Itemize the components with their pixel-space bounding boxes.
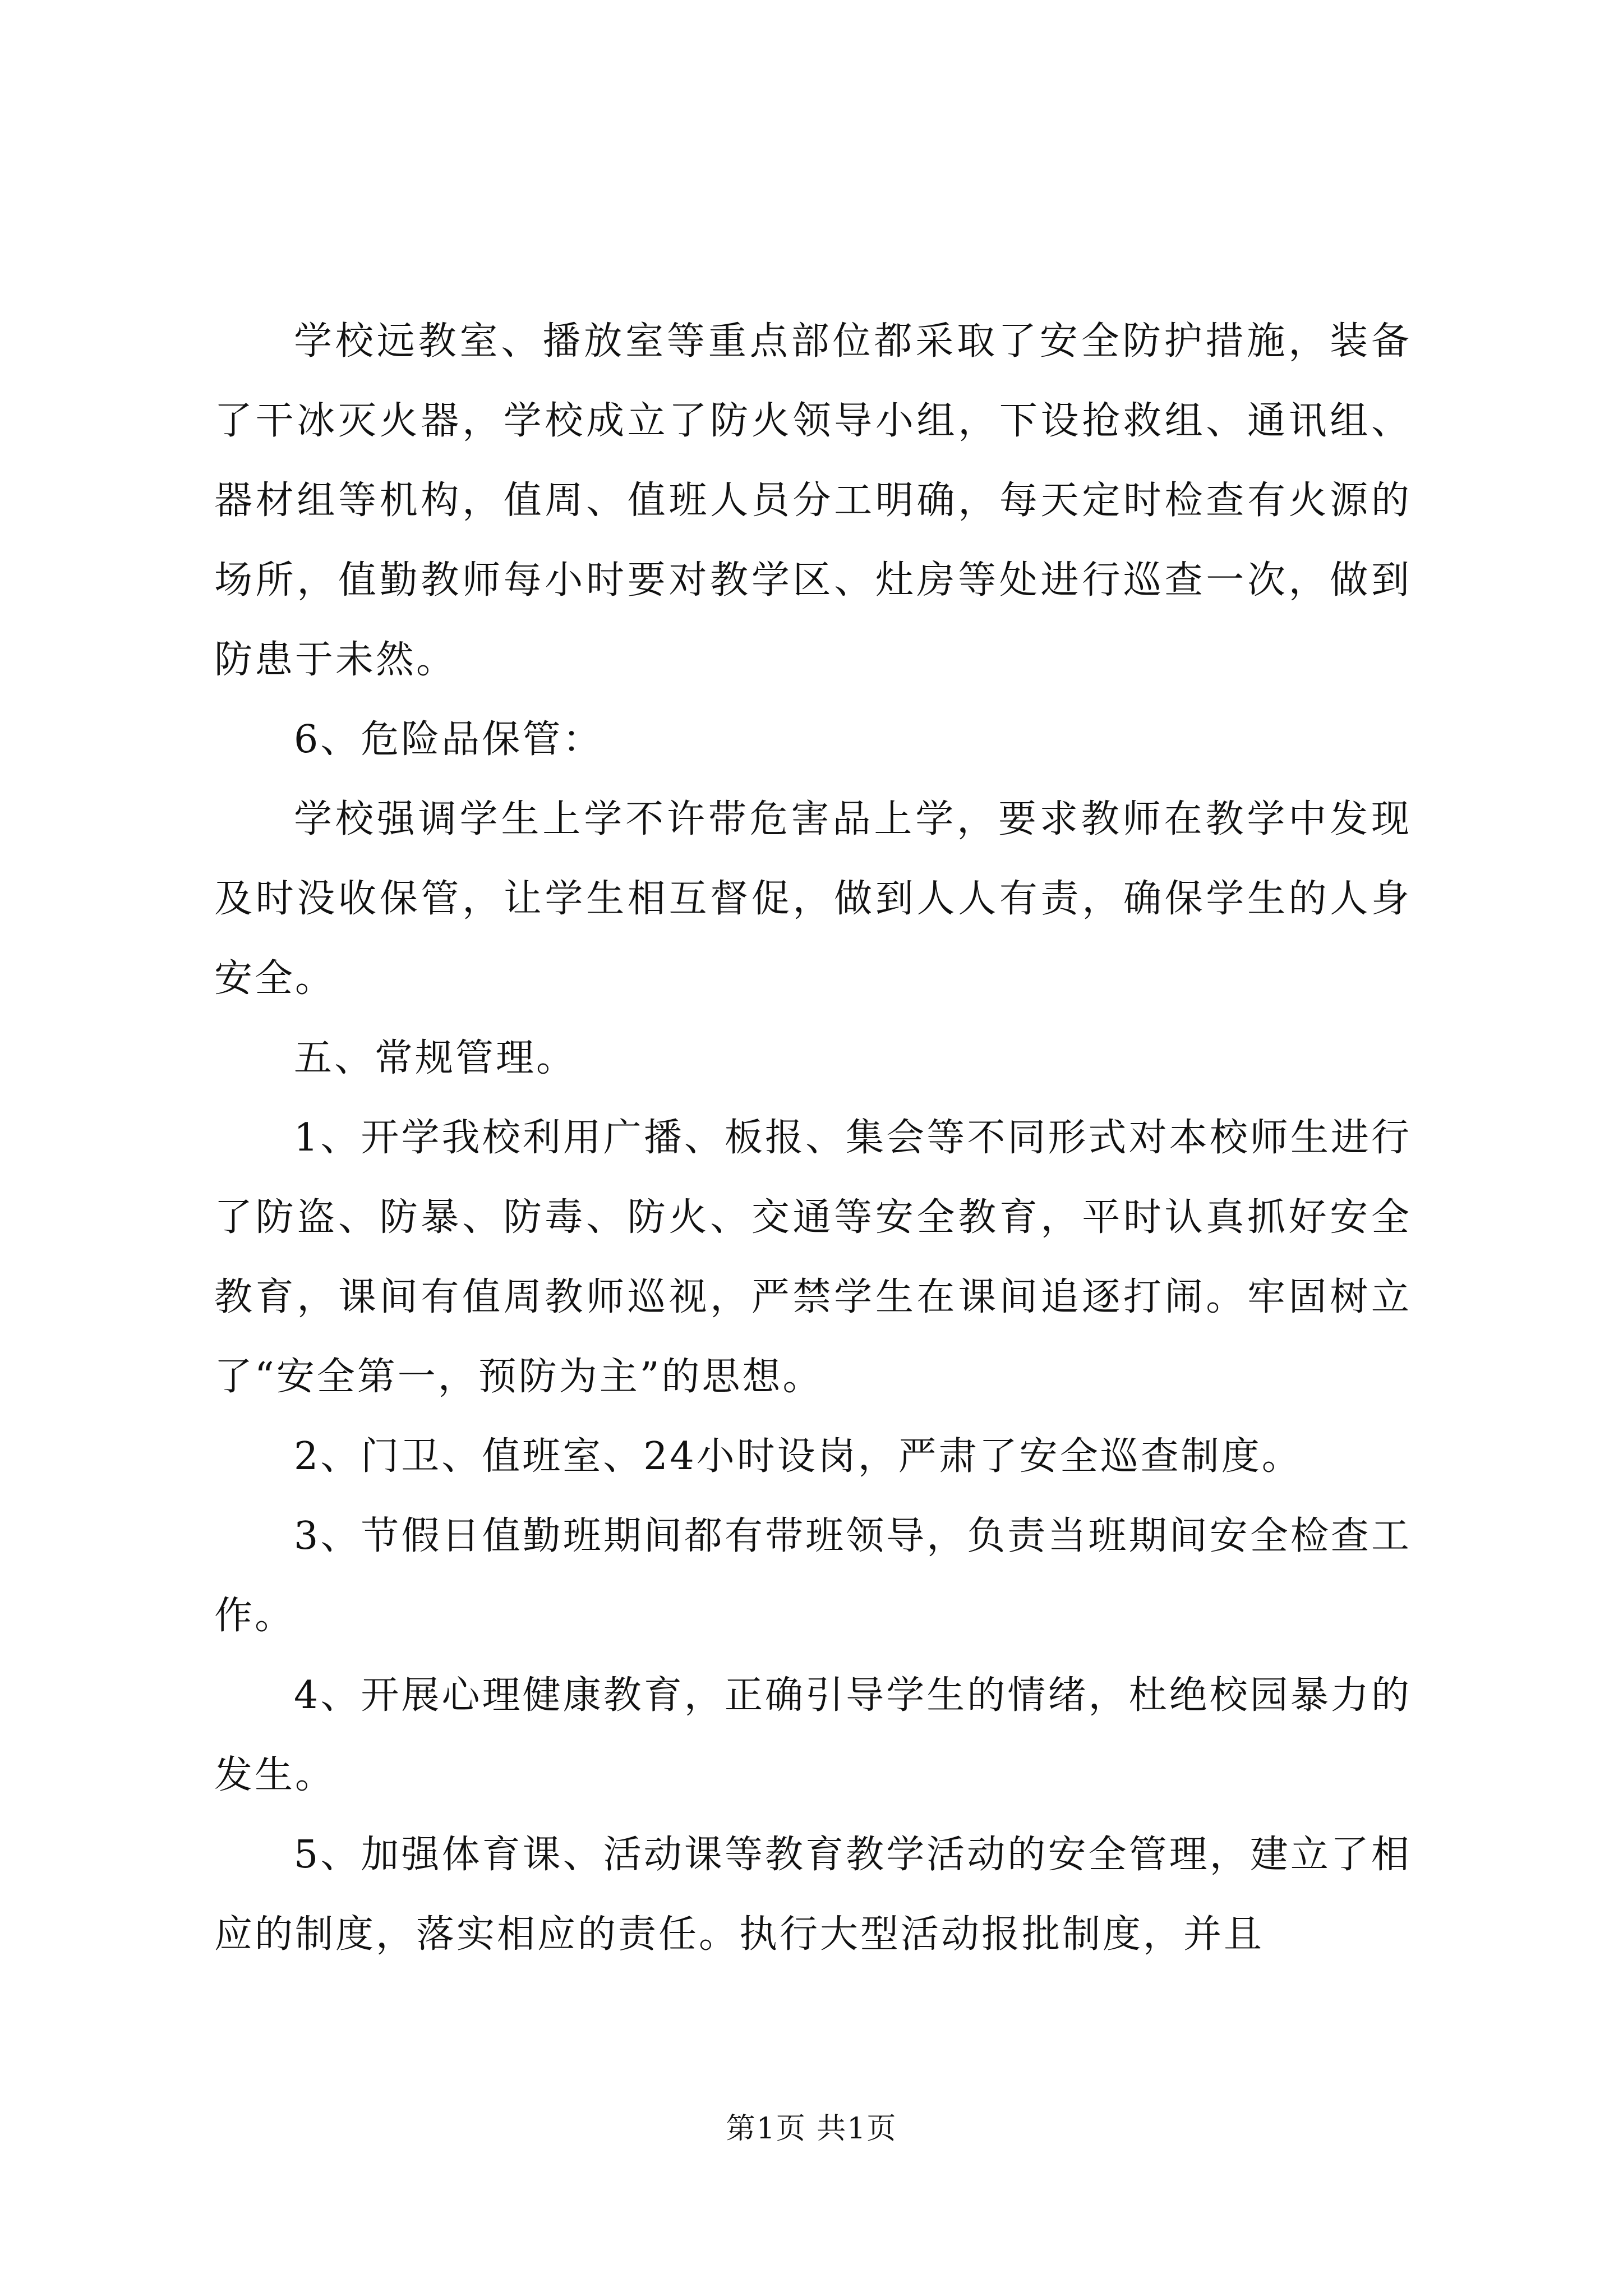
paragraph-item-5: 5、加强体育课、活动课等教育教学活动的安全管理，建立了相应的制度，落实相应的责任。执行大型活动报批制度，并且 bbox=[214, 1833, 1412, 1957]
heading-hazardous-goods: 6、危险品保管： bbox=[294, 717, 603, 762]
document-body bbox=[214, 302, 1412, 1975]
heading-routine-management: 五、常规管理。 bbox=[294, 1036, 577, 1080]
paragraph-item-1: 1、开学我校利用广播、板报、集会等不同形式对本校师生进行了防盗、防暴、防毒、防火、交通等安全教育，平时认真抓好安全教育，课间有值周教师巡视，严禁学生在课间追逐打闹。牢固树立了“安全第一，预防为主”的思想。 bbox=[214, 1116, 1412, 1399]
paragraph-item-2: 2、门卫、值班室、24小时设岗，严肃了安全巡查制度。 bbox=[294, 1434, 1302, 1479]
paragraph-item-4: 4、开展心理健康教育，正确引导学生的情绪，杜绝校园暴力的发生。 bbox=[214, 1673, 1412, 1797]
paragraph-fire-safety: 学校远教室、播放室等重点部位都采取了安全防护措施，装备了干冰灭火器，学校成立了防火领导小组，下设抢救组、通讯组、器材组等机构，值周、值班人员分工明确，每天定时检查有火源的场所，值勤教师每小时要对教学区、灶房等处进行巡查一次，做到防患于未然。 bbox=[214, 319, 1412, 682]
paragraph-item-3: 3、节假日值勤班期间都有带班领导，负责当班期间安全检查工作。 bbox=[214, 1514, 1412, 1638]
paragraph-hazardous-goods: 学校强调学生上学不许带危害品上学，要求教师在教学中发现及时没收保管，让学生相互督促，做到人人有责，确保学生的人身安全。 bbox=[214, 797, 1412, 1001]
page-number-label: 第1页 共1页 bbox=[726, 2112, 897, 2146]
page-footer bbox=[0, 2109, 1623, 2148]
